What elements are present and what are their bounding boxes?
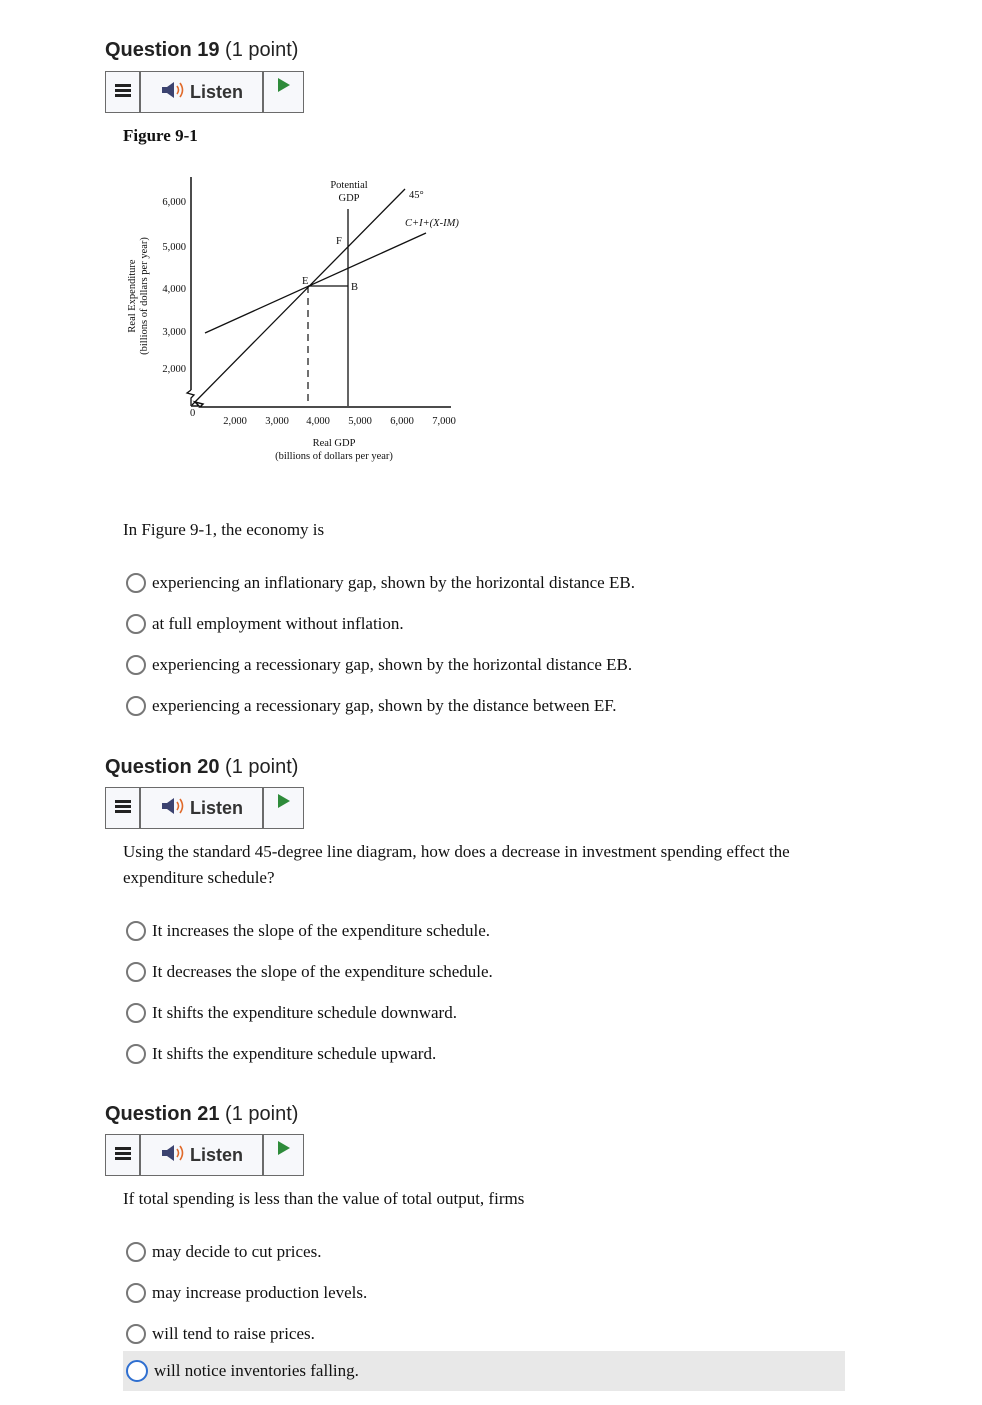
option-label: may decide to cut prices. <box>152 1242 322 1261</box>
radio-button[interactable] <box>126 1360 148 1382</box>
radio-button[interactable] <box>126 614 146 634</box>
menu-icon <box>115 1146 131 1165</box>
listen-button[interactable] <box>141 788 264 828</box>
x-tick-label: 5,000 <box>348 416 372 427</box>
option-label: It decreases the slope of the expenditure schedule. <box>152 962 493 981</box>
question-points: (1 point) <box>225 1103 299 1125</box>
speaker-icon <box>160 1143 184 1168</box>
point-label-f: F <box>336 236 342 247</box>
answer-option[interactable] <box>123 1314 845 1354</box>
listen-button[interactable] <box>141 1135 264 1175</box>
x-tick-label: 3,000 <box>265 416 289 427</box>
y-tick-label: 5,000 <box>162 242 186 253</box>
option-label: experiencing a recessionary gap, shown by the horizontal distance EB. <box>152 655 633 674</box>
radio-button[interactable] <box>126 962 146 982</box>
radio-button[interactable] <box>126 1003 146 1023</box>
listen-label: Listen <box>189 797 243 818</box>
series-label-ae: C+I+(X-IM) <box>405 218 459 229</box>
question-points: (1 point) <box>225 39 299 61</box>
y-tick-label: 3,000 <box>162 327 186 338</box>
origin-label: 0 <box>190 408 196 419</box>
play-button[interactable] <box>264 788 303 828</box>
line-45-degree <box>192 189 405 405</box>
answer-option[interactable] <box>123 686 845 726</box>
answer-option[interactable] <box>123 604 845 644</box>
potential-gdp-label: Potential <box>330 180 368 191</box>
radio-button[interactable] <box>126 1283 146 1303</box>
question-prompt: In Figure 9-1, the economy is <box>123 520 325 539</box>
question-number: Question 20 <box>105 756 220 778</box>
point-label-b: B <box>351 282 359 293</box>
question-20-title <box>105 755 298 779</box>
listen-toolbar <box>105 1134 304 1176</box>
question-prompt: Using the standard 45-degree line diagram, how does a decrease in investment spending effect the expenditure schedule? <box>123 842 790 887</box>
y-axis-sublabel: (billions of dollars per year) <box>139 237 150 355</box>
option-label: experiencing a recessionary gap, shown by the distance between EF. <box>152 696 617 715</box>
answer-option[interactable] <box>123 645 845 685</box>
listen-label: Listen <box>189 81 243 102</box>
figure-9-1-chart <box>0 0 500 480</box>
x-tick-label: 6,000 <box>390 416 414 427</box>
play-icon <box>278 794 290 813</box>
menu-button[interactable] <box>106 1135 141 1175</box>
option-label: It shifts the expenditure schedule upward. <box>152 1044 437 1063</box>
potential-gdp-label: GDP <box>338 193 360 204</box>
answer-option[interactable] <box>123 1273 845 1313</box>
option-label: at full employment without inflation. <box>152 614 404 633</box>
option-label: It shifts the expenditure schedule downward. <box>152 1003 457 1022</box>
y-tick-label: 6,000 <box>162 197 186 208</box>
radio-button[interactable] <box>126 696 146 716</box>
line-aggregate-expenditure <box>205 233 426 333</box>
answer-option-hovered[interactable] <box>123 1351 845 1391</box>
radio-button[interactable] <box>126 1324 146 1344</box>
x-tick-label: 2,000 <box>223 416 247 427</box>
y-tick-label: 4,000 <box>162 284 186 295</box>
x-axis-label: Real GDP <box>312 438 356 449</box>
radio-button[interactable] <box>126 1044 146 1064</box>
radio-button[interactable] <box>126 573 146 593</box>
option-label: It increases the slope of the expenditure schedule. <box>152 921 490 940</box>
option-label: may increase production levels. <box>152 1283 368 1302</box>
radio-button[interactable] <box>126 655 146 675</box>
speaker-icon <box>160 796 184 821</box>
figure-title: Figure 9-1 <box>123 126 198 145</box>
listen-label: Listen <box>189 1144 243 1165</box>
x-tick-label: 4,000 <box>306 416 330 427</box>
answer-option[interactable] <box>123 1034 845 1074</box>
radio-button[interactable] <box>126 1242 146 1262</box>
series-label-45: 45° <box>409 190 424 201</box>
question-points: (1 point) <box>225 756 299 778</box>
menu-button[interactable] <box>106 788 141 828</box>
answer-option[interactable] <box>123 952 845 992</box>
question-21-title <box>105 1102 298 1126</box>
answer-option[interactable] <box>123 1232 845 1272</box>
x-tick-label: 7,000 <box>432 416 456 427</box>
question-number: Question 21 <box>105 1103 220 1125</box>
question-prompt: If total spending is less than the value of total output, firms <box>123 1189 525 1208</box>
y-axis-label: Real Expenditure <box>127 259 138 333</box>
point-label-e: E <box>302 276 309 287</box>
option-label: will notice inventories falling. <box>154 1361 359 1380</box>
answer-option[interactable] <box>123 563 845 603</box>
play-button[interactable] <box>264 1135 303 1175</box>
radio-button[interactable] <box>126 921 146 941</box>
listen-toolbar <box>105 787 304 829</box>
option-label: will tend to raise prices. <box>152 1324 315 1343</box>
menu-icon <box>115 799 131 818</box>
question-number: Question 19 <box>105 39 220 61</box>
answer-option[interactable] <box>123 911 845 951</box>
y-tick-label: 2,000 <box>162 364 186 375</box>
option-label: experiencing an inflationary gap, shown by the horizontal distance EB. <box>152 573 635 592</box>
play-icon <box>278 1141 290 1160</box>
x-axis-sublabel: (billions of dollars per year) <box>275 451 393 462</box>
answer-option[interactable] <box>123 993 845 1033</box>
x-axis <box>191 402 451 407</box>
